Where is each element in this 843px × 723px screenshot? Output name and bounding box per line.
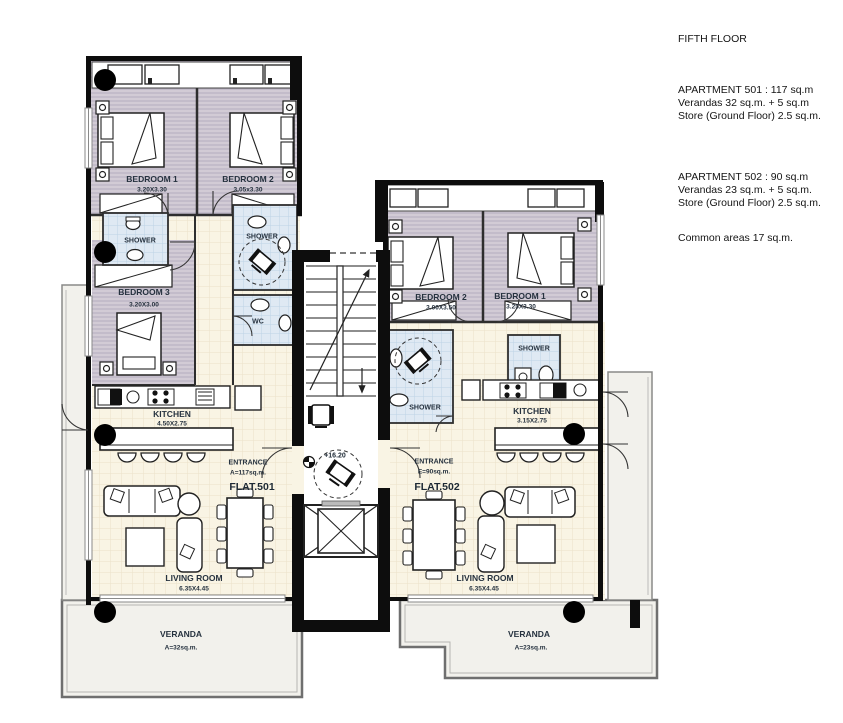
level-mark-label: +16.20: [324, 452, 346, 460]
apartment-502-title: APARTMENT 502 : 90 sq.m: [678, 171, 809, 183]
room-dim-kitchen-501: 4.50X2.75: [157, 420, 187, 428]
coffee-table-icon: [517, 525, 555, 563]
stair-core: [292, 250, 390, 632]
chaise-icon: [177, 518, 202, 572]
chaise-icon: [478, 516, 504, 572]
room-dim-bedroom2-501: 3.05x3.30: [233, 186, 263, 194]
bed-icon: [117, 313, 161, 375]
entrance-label-502: ENTRANCE: [414, 458, 454, 466]
side-table-icon: [178, 493, 200, 515]
sofa-icon: [104, 486, 180, 516]
flat-501: [90, 60, 302, 600]
wardrobe-icon: [557, 189, 584, 207]
stove-icon: [148, 389, 174, 405]
room-label-bedroom2-502: BEDROOM 2: [415, 292, 467, 302]
room-label-bedroom1-502: BEDROOM 1: [494, 291, 546, 301]
room-dim-living-502: 6.35X4.45: [469, 585, 499, 593]
bed-icon: [508, 233, 574, 287]
balcony-strip-501: [62, 285, 88, 600]
coffee-table-icon: [126, 528, 164, 566]
sofa-icon: [505, 487, 575, 517]
apartment-501-title: APARTMENT 501 : 117 sq.m: [678, 84, 814, 96]
apartment-501-verandas: Verandas 32 sq.m. + 5 sq.m: [678, 97, 810, 109]
room-label-kitchen-501: KITCHEN: [153, 409, 191, 419]
veranda-area-501: A=32sq.m.: [164, 644, 198, 652]
room-dim-living-501: 6.35X4.45: [179, 585, 209, 593]
wardrobe-icon: [528, 189, 555, 207]
wheelchair-icon: [308, 405, 334, 427]
toilet-icon: [279, 315, 291, 331]
entrance-area-502: E=90sq.m.: [417, 468, 451, 476]
room-dim-bedroom1-502: 3.25X3.30: [506, 303, 536, 311]
island-counter-icon: [100, 428, 233, 450]
fridge-icon: [235, 386, 261, 410]
sink-icon: [251, 299, 269, 311]
room-label-bedroom2-501: BEDROOM 2: [222, 174, 274, 184]
toilet-icon: [390, 394, 408, 406]
sink-icon: [127, 250, 143, 261]
stove-icon: [500, 383, 526, 398]
apartment-502-store: Store (Ground Floor) 2.5 sq.m.: [678, 197, 821, 209]
veranda-label-502: VERANDA: [507, 629, 551, 639]
dining-table-icon: [403, 491, 465, 579]
room-label-bedroom3-501: BEDROOM 3: [118, 287, 170, 297]
flat-502: [385, 183, 605, 600]
island-counter-icon: [495, 428, 602, 450]
entrance-label-501: ENTRANCE: [228, 459, 268, 467]
room-label-bedroom1-501: BEDROOM 1: [126, 174, 178, 184]
veranda-area-502: A=23sq.m.: [514, 644, 548, 652]
room-label-shower1-502: SHOWER: [409, 404, 441, 412]
apartment-501-store: Store (Ground Floor) 2.5 sq.m.: [678, 110, 821, 122]
room-label-shower1-501: SHOWER: [124, 237, 156, 245]
balcony-strip-502: [608, 372, 652, 600]
sink-icon: [248, 216, 266, 228]
wardrobe-icon: [418, 189, 448, 207]
room-dim-bedroom1-501: 3.20X3.30: [137, 186, 167, 194]
floor-title: FIFTH FLOOR: [678, 33, 747, 45]
toilet-icon: [278, 237, 290, 253]
room-dim-bedroom3-501: 3.20X3.00: [129, 301, 159, 309]
sink-icon: [390, 349, 402, 367]
side-table-icon: [480, 491, 504, 515]
bed-icon: [98, 113, 164, 167]
room-label-wc-501: WC: [252, 318, 264, 326]
flat-number-502: FLAT.502: [414, 481, 460, 493]
flat-number-501: FLAT.501: [229, 481, 275, 493]
common-areas: Common areas 17 sq.m.: [678, 232, 793, 244]
bed-icon: [230, 113, 294, 167]
room-label-kitchen-502: KITCHEN: [513, 406, 551, 416]
elevator-icon: [304, 501, 378, 557]
level-marker-icon: [304, 457, 315, 468]
room-label-living-501: LIVING ROOM: [165, 573, 223, 583]
apartment-502-verandas: Verandas 23 sq.m. + 5 sq.m.: [678, 184, 812, 196]
room-label-shower2-501: SHOWER: [246, 233, 278, 241]
room-label-living-502: LIVING ROOM: [456, 573, 514, 583]
veranda-502: [400, 600, 657, 678]
room-dim-kitchen-502: 3.15X2.75: [517, 417, 547, 425]
wardrobe-icon: [390, 189, 416, 207]
veranda-label-501: VERANDA: [159, 629, 203, 639]
entrance-area-501: A=117sq.m.: [230, 469, 266, 477]
room-dim-bedroom2-502: 3.00X3.50: [426, 304, 456, 312]
room-label-shower2-502: SHOWER: [518, 345, 550, 353]
bed-icon: [388, 237, 453, 289]
